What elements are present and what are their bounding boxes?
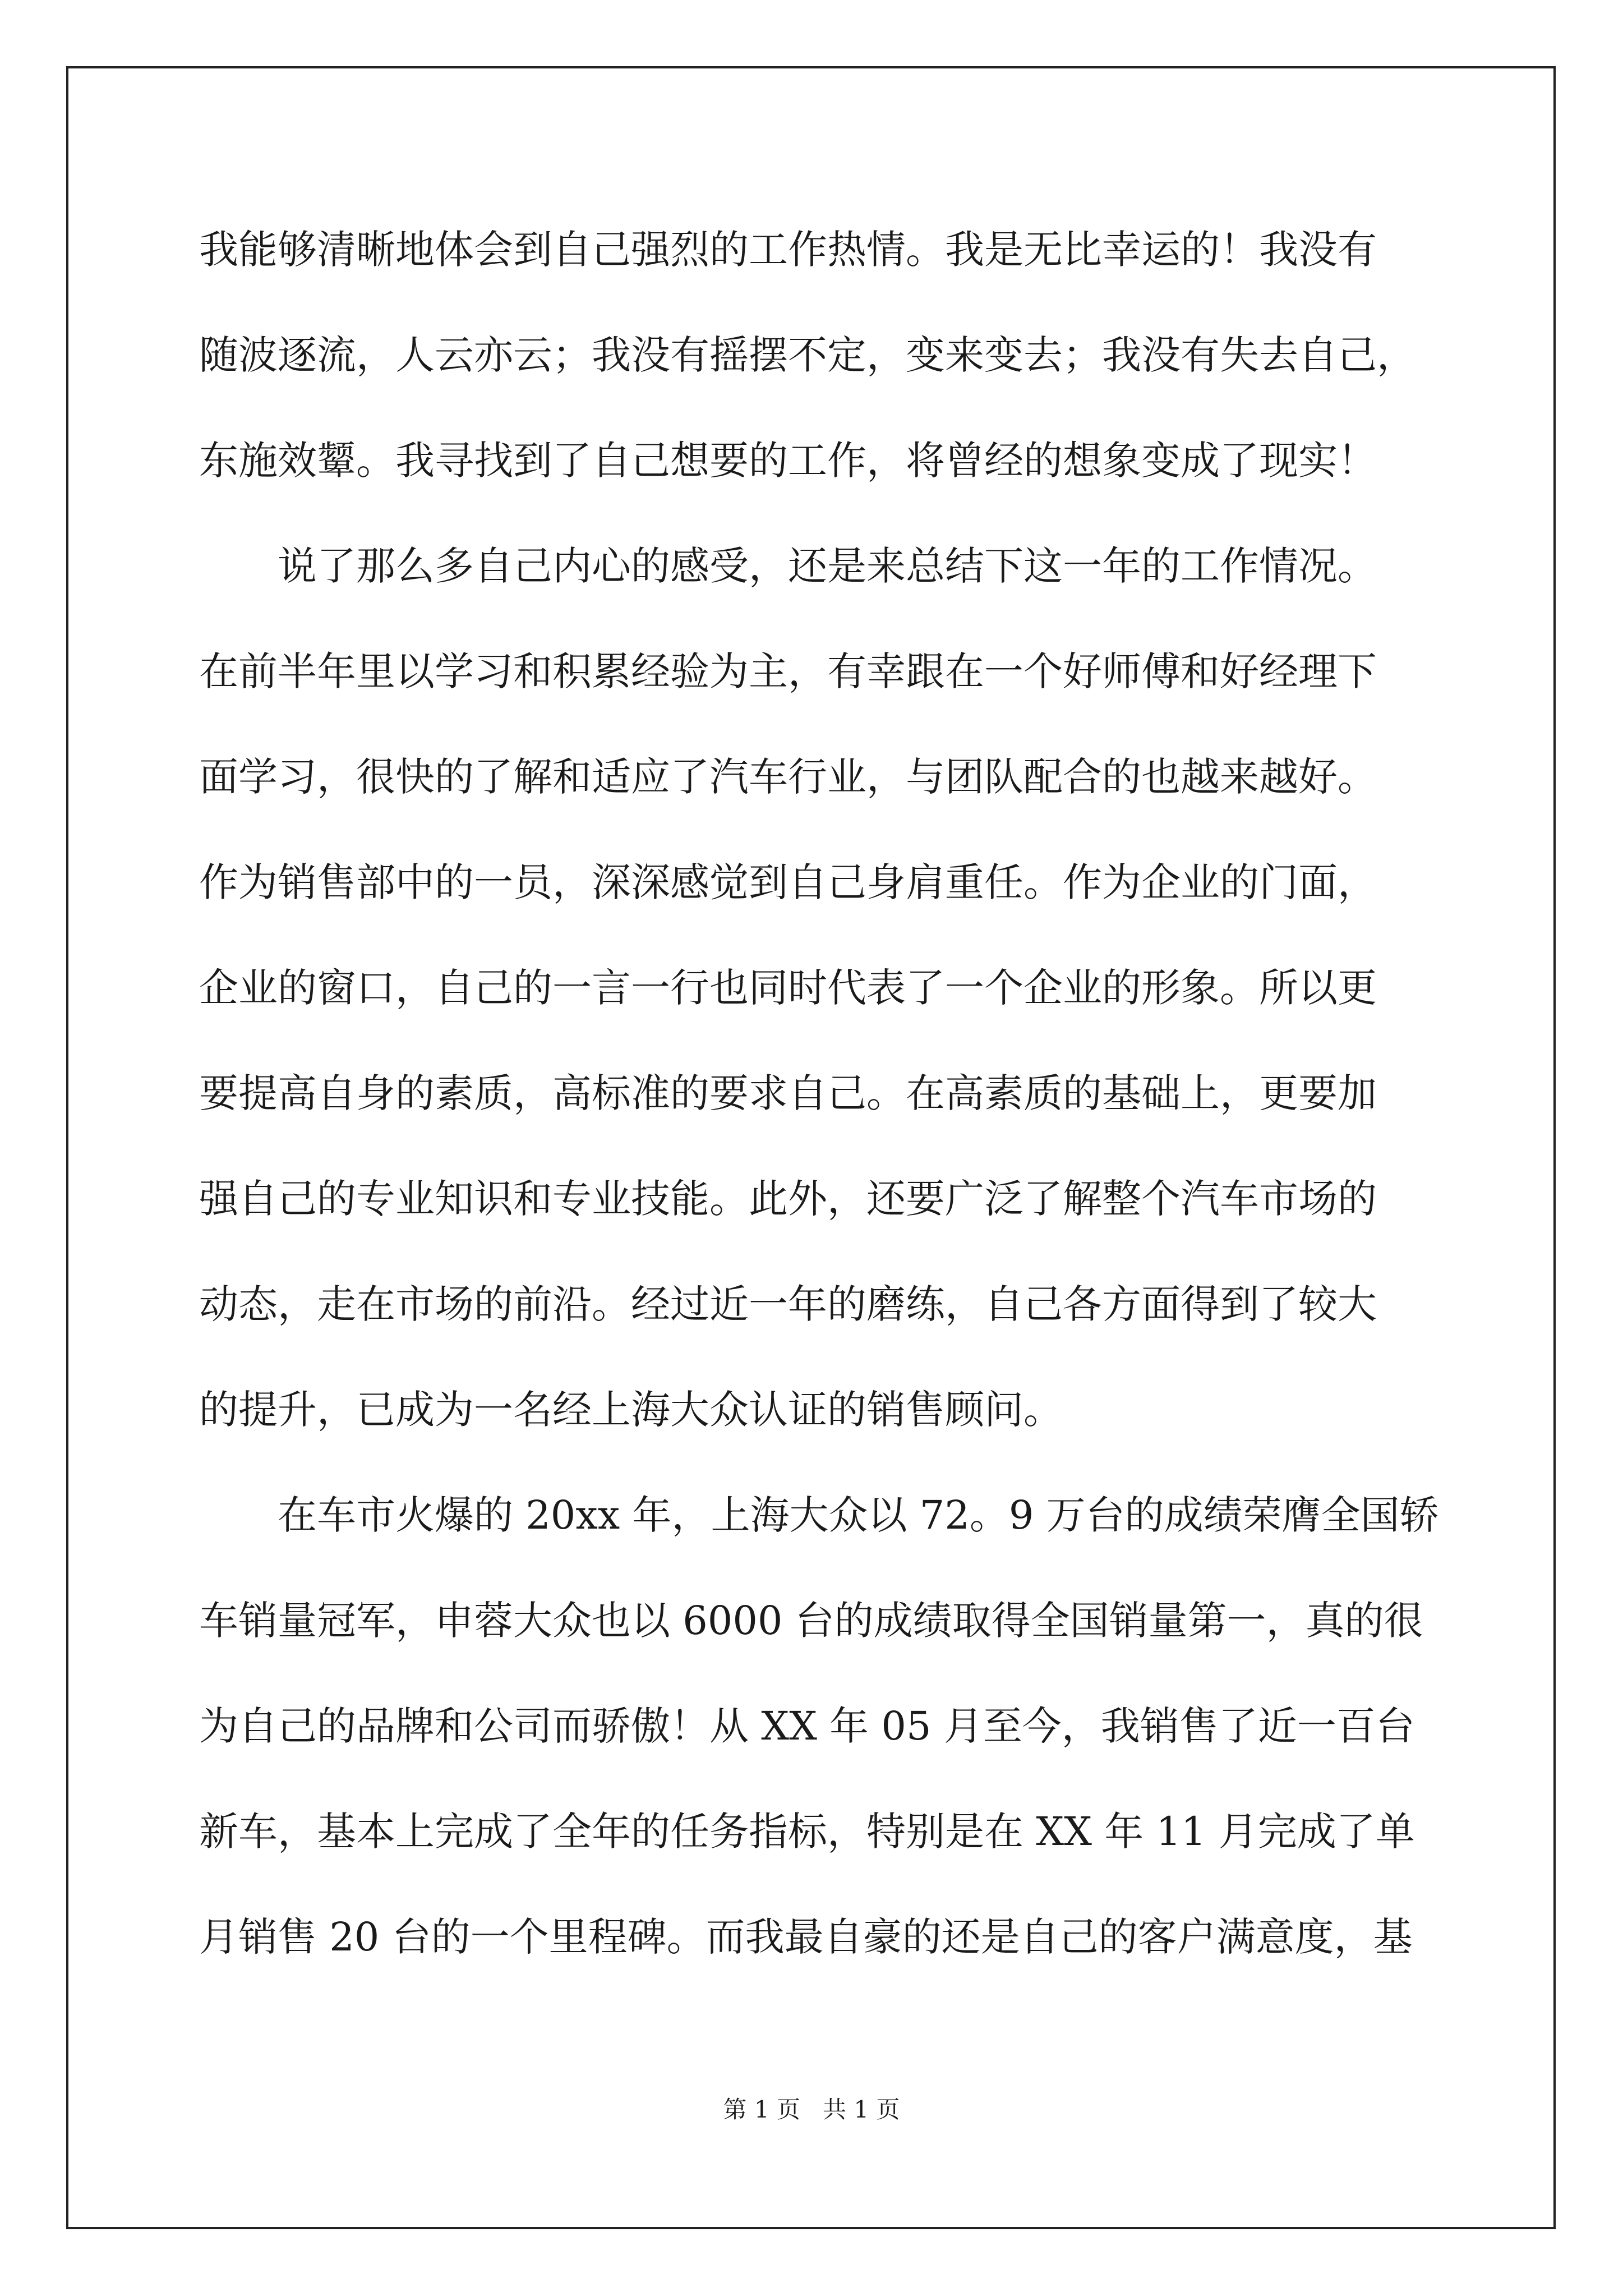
page-number-footer: 第 1 页 共 1 页	[723, 2096, 900, 2123]
body-line-14: 车销量冠军，申蓉大众也以 6000 台的成绩取得全国销量第一，真的很	[199, 1598, 1423, 1644]
page-border	[66, 66, 1556, 2229]
body-line-17: 月销售 20 台的一个里程碑。而我最自豪的还是自己的客户满意度，基	[199, 1914, 1413, 1960]
body-line-10: 强自己的专业知识和专业技能。此外，还要广泛了解整个汽车市场的	[199, 1176, 1377, 1222]
body-line-9: 要提高自身的素质，高标准的要求自己。在高素质的基础上，更要加	[199, 1070, 1377, 1116]
paragraph-3-line-1: 在车市火爆的 20xx 年，上海大众以 72。9 万台的成绩荣膺全国轿	[278, 1492, 1439, 1538]
paragraph-2-line-1: 说了那么多自己内心的感受，还是来总结下这一年的工作情况。	[278, 543, 1377, 589]
body-line-7: 作为销售部中的一员，深深感觉到自己身肩重任。作为企业的门面，	[199, 859, 1377, 905]
body-line-2: 随波逐流，人云亦云；我没有摇摆不定，变来变去；我没有失去自己，	[199, 332, 1416, 378]
body-line-11: 动态，走在市场的前沿。经过近一年的磨练，自己各方面得到了较大	[199, 1281, 1377, 1327]
body-line-16: 新车，基本上完成了全年的任务指标，特别是在 XX 年 11 月完成了单	[199, 1809, 1415, 1855]
body-line-3: 东施效颦。我寻找到了自己想要的工作，将曾经的想象变成了现实！	[199, 438, 1377, 484]
body-line-1: 我能够清晰地体会到自己强烈的工作热情。我是无比幸运的！我没有	[199, 227, 1377, 273]
body-line-5: 在前半年里以学习和积累经验为主，有幸跟在一个好师傅和好经理下	[199, 648, 1377, 694]
body-line-8: 企业的窗口，自己的一言一行也同时代表了一个企业的形象。所以更	[199, 965, 1377, 1011]
body-line-6: 面学习，很快的了解和适应了汽车行业，与团队配合的也越来越好。	[199, 754, 1377, 800]
body-line-15: 为自己的品牌和公司而骄傲！从 XX 年 05 月至今，我销售了近一百台	[199, 1703, 1415, 1749]
body-line-12: 的提升，已成为一名经上海大众认证的销售顾问。	[199, 1387, 1063, 1433]
